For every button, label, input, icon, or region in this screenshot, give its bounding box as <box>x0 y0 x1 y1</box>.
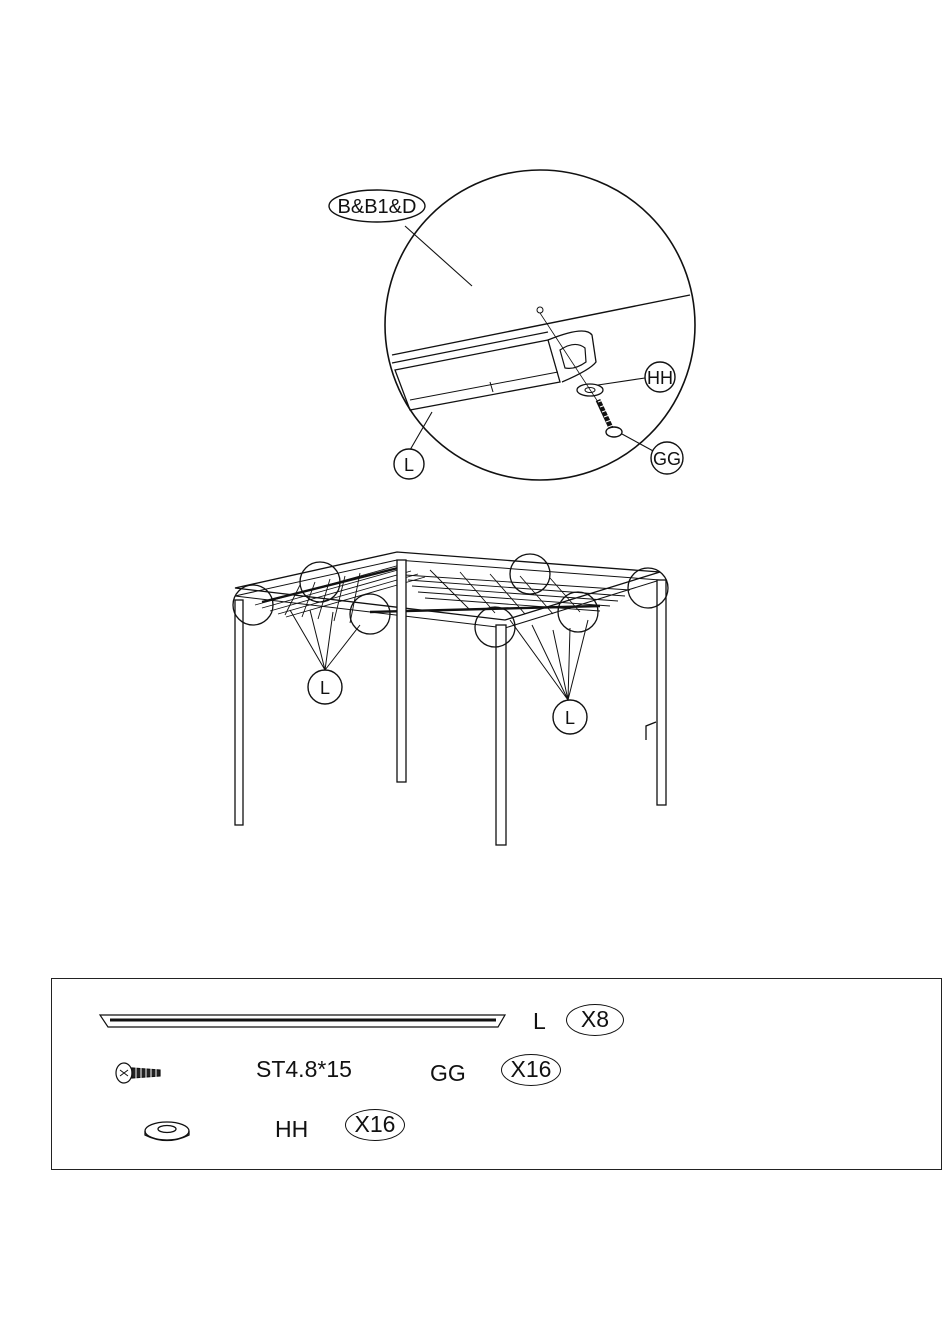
callout-bb1d: B&B1&D <box>337 196 417 218</box>
post-right <box>657 580 666 805</box>
post-back <box>397 560 406 782</box>
screw-code: GG <box>430 1060 466 1086</box>
washer-label: HH <box>647 368 673 388</box>
post-left-front <box>235 600 243 825</box>
pergola-overview <box>233 552 668 845</box>
screw-qty: X16 <box>501 1054 561 1086</box>
washer-code: HH <box>275 1116 309 1142</box>
rail-code: L <box>533 1008 546 1034</box>
detail-view <box>329 170 695 480</box>
panel-edge <box>392 295 690 355</box>
crank-handle <box>646 722 656 740</box>
screw-label: GG <box>652 449 682 469</box>
overview-label-left: L <box>319 678 331 698</box>
rail-qty: X8 <box>566 1004 624 1036</box>
overview-label-right: L <box>564 708 576 728</box>
post-front-center <box>496 625 506 845</box>
screw-gg <box>598 399 622 437</box>
parts-list <box>51 978 942 1170</box>
washer-qty: X16 <box>345 1109 405 1141</box>
screw-hole <box>537 307 543 313</box>
rail-profile <box>395 340 560 410</box>
rail-label: L <box>403 455 415 475</box>
screw-spec: ST4.8*15 <box>256 1056 352 1082</box>
